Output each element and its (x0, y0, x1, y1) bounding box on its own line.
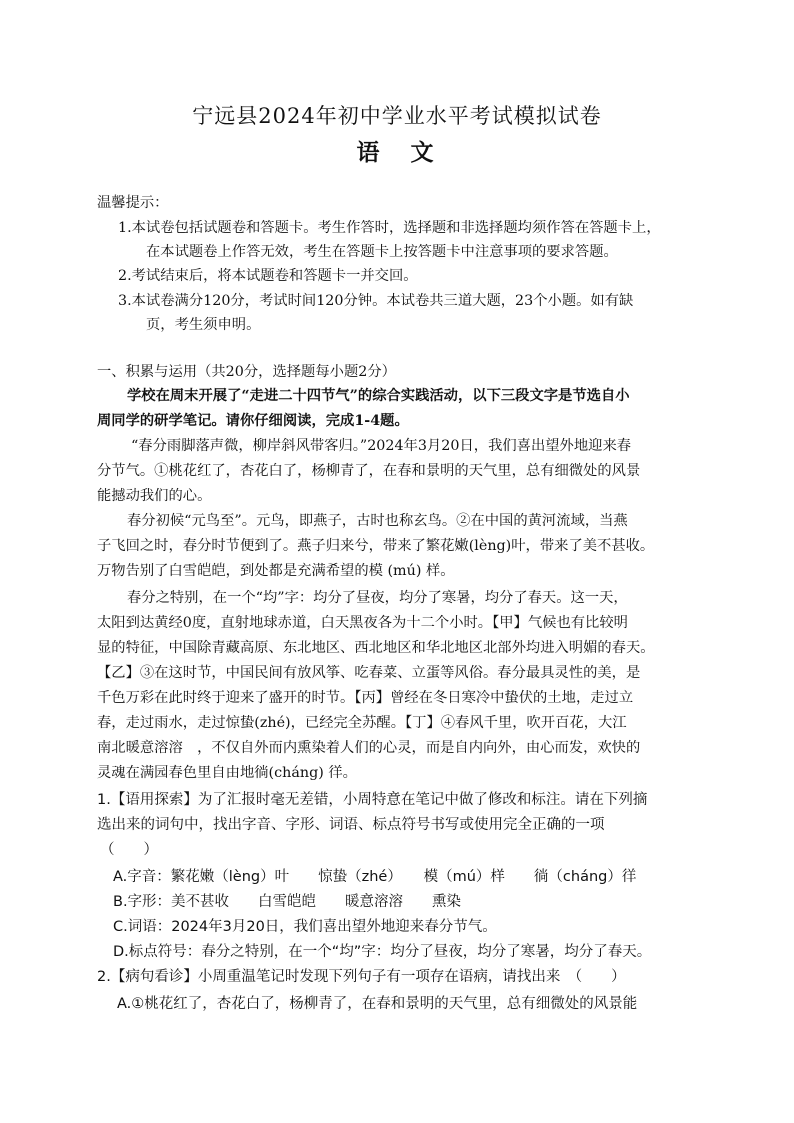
notice-line: 页，考生须申明。 (146, 317, 261, 333)
question-1-stem: 选出来的词句中，找出字音、字形、词语、标点符号书写或使用完全正确的一项 (97, 817, 605, 833)
subject-title: 语 文 (356, 139, 438, 166)
notice-line: 3.本试卷满分120分，考试时间120分钟。本试卷共三道大题，23个小题。如有缺 (118, 293, 634, 309)
passage-line: 【乙】③在这时节，中国民间有放风筝、吃春菜、立蛋等风俗。春分最具灵性的美，是 (97, 665, 641, 681)
question-1-option-b: B.字形：美不甚收 白雪皑皑 暖意溶溶 熏染 (113, 894, 462, 910)
notice-line: 2.考试结束后，将本试题卷和答题卡一并交回。 (118, 268, 418, 284)
notice-heading: 温馨提示： (97, 195, 169, 211)
notice-line: 在本试题卷上作答无效，考生在答题卡上按答题卡中注意事项的要求答题。 (146, 244, 618, 260)
question-2-stem: 2.【病句看诊】小周重温笔记时发现下列句子有一项存在语病，请找出来 （ ） (97, 969, 626, 985)
question-1-option-c: C.词语：2024年3月20日，我们喜出望外地迎来春分节气。 (113, 919, 497, 935)
section-intro: 学校在周末开展了“走进二十四节气”的综合实践活动，以下三段文字是节选自小 (127, 388, 630, 404)
question-2-option-a: A.①桃花红了，杏花白了，杨柳青了，在春和景明的天气里，总有细微处的风景能 (117, 996, 638, 1012)
passage-line: 万物告别了白雪皑皑，到处都是充满希望的模 (mú) 样。 (97, 563, 455, 579)
passage-line: 南北暖意溶溶 ，不仅自外而内熏染着人们的心灵，而是自内向外，由心而发，欢快的 (97, 740, 641, 756)
passage-line: 子飞回之时，春分时节便到了。燕子归来兮，带来了繁花嫩(lèng)叶，带来了美不甚收。 (97, 538, 655, 554)
passage-line: 显的特征，中国除青藏高原、东北地区、西北地区和华北地区北部外均进入明媚的春天。 (97, 640, 655, 656)
passage-line: 灵魂在满园春色里自由地徜(cháng) 徉。 (97, 765, 357, 781)
question-1-option-a: A.字音：繁花嫩（lèng）叶 惊蛰（zhé） 模（mú）样 徜（cháng）徉 (113, 869, 637, 885)
exam-title: 宁远县2024年初中学业水平考试模拟试卷 (192, 104, 602, 128)
answer-bracket: （ ） (100, 842, 158, 858)
notice-line: 1.本试卷包括试题卷和答题卡。考生作答时，选择题和非选择题均须作答在答题卡上， (118, 220, 661, 236)
passage-line: 分节气。①桃花红了，杏花白了，杨柳青了，在春和景明的天气里，总有细微处的风景 (97, 463, 641, 479)
passage-line: 太阳到达黄经0度，直射地球赤道，白天黑夜各为十二个小时。【甲】气候也有比较明 (97, 615, 628, 631)
passage-line: “春分雨脚落声微，柳岸斜风带客归。”2024年3月20日，我们喜出望外地迎来春 (131, 438, 632, 454)
passage-line: 春分之特别，在一个“均”字：均分了昼夜，均分了寒暑，均分了春天。这一天， (127, 590, 628, 606)
question-1-stem: 1.【语用探索】为了汇报时毫无差错，小周特意在笔记中做了修改和标注。请在下列摘 (97, 792, 648, 808)
passage-line: 春，走过雨水，走过惊蛰(zhé)，已经完全苏醒。【丁】④春风千里，吹开百花，大江 (97, 715, 627, 731)
passage-line: 春分初候“元鸟至”。元鸟，即燕子，古时也称玄鸟。②在中国的黄河流域，当燕 (127, 513, 628, 529)
passage-line: 能撼动我们的心。 (97, 488, 212, 504)
question-1-option-d: D.标点符号：春分之特别，在一个“均”字：均分了昼夜，均分了寒暑，均分了春天。 (113, 944, 652, 960)
section-intro: 周同学的研学笔记。请你仔细阅读，完成1-4题。 (97, 413, 409, 429)
section-heading: 一、积累与运用（共20分，选择题每小题2分） (97, 364, 396, 380)
passage-line: 千色万彩在此时终于迎来了盛开的时节。【丙】曾经在冬日寒冷中蛰伏的土地，走过立 (97, 690, 634, 706)
